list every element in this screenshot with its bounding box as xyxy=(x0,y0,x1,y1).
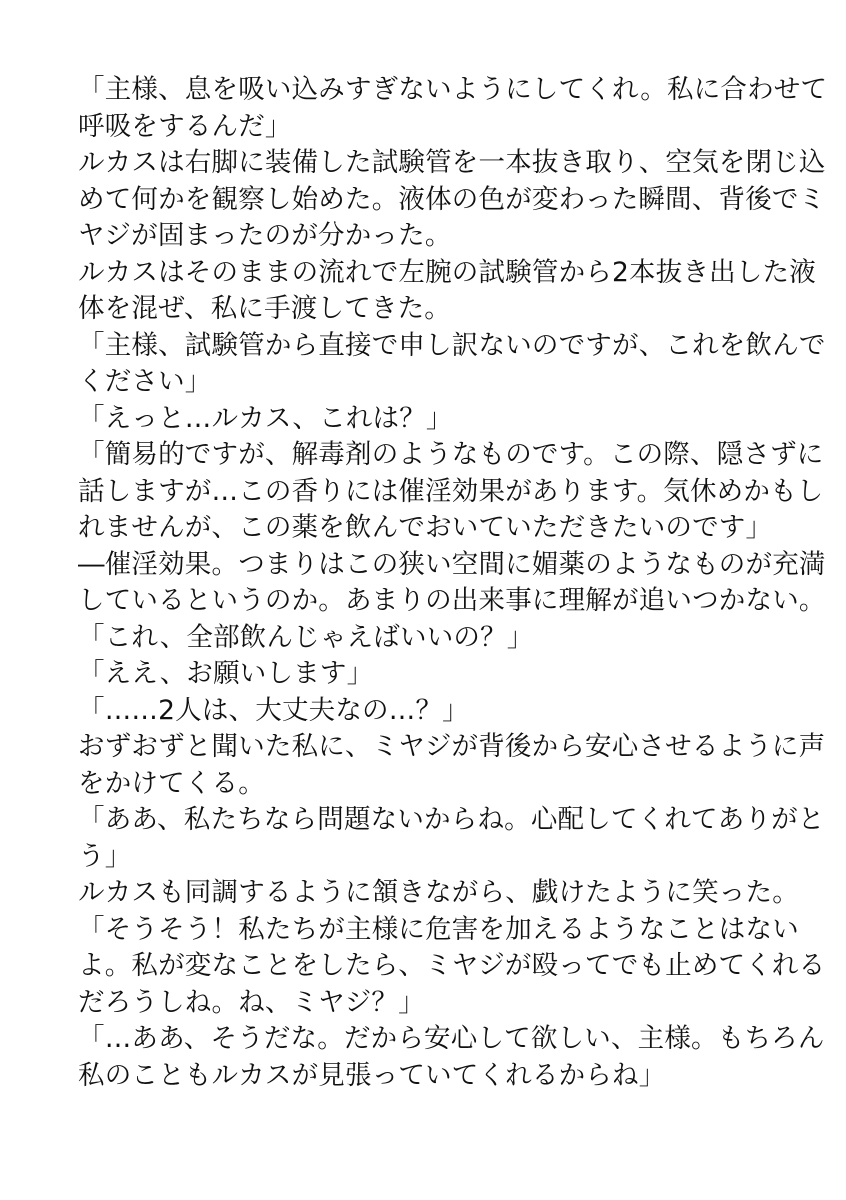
text-line: 「えっと…ルカス、これは？」 xyxy=(78,402,453,434)
text-line: しているというのか。あまりの出来事に理解が追いつかない。 xyxy=(78,585,826,616)
text-line: 「これ、全部飲んじゃえばいいの？」 xyxy=(78,621,534,653)
text-line: 体を混ぜ、私に手渡してきた。 xyxy=(78,293,452,324)
text-line: れませんが、この薬を飲んでおいていただきたいのです」 xyxy=(78,512,773,543)
text-line: ルカスはそのままの流れで左腕の試験管から2本抜き出した液 xyxy=(78,256,816,288)
text-line: 「主様、息を吸い込みすぎないようにしてくれ。私に合わせて xyxy=(78,74,828,105)
text-line: 話しますが…この香りには催淫効果があります。気休めかもし xyxy=(78,475,824,507)
text-line: めて何かを観察し始めた。液体の色が変わった瞬間、背後でミ xyxy=(78,183,826,215)
text-line: 「ああ、私たちなら問題ないからね。心配してくれてありがと xyxy=(78,804,825,835)
text-line: ―催淫効果。つまりはこの狭い空間に媚薬のようなものが充満 xyxy=(78,548,826,580)
text-line: ください」 xyxy=(78,366,212,397)
text-line: 「主様、試験管から直接で申し訳ないのですが、これを飲んで xyxy=(78,329,826,361)
text-line: おずおずと聞いた私に、ミヤジが背後から安心させるように声 xyxy=(78,731,826,762)
body-text xyxy=(78,72,828,1094)
text-line: ヤジが固まったのが分かった。 xyxy=(78,220,452,251)
text-line: ルカスは右脚に装備した試験管を一本抜き取り、空気を閉じ込 xyxy=(78,147,826,178)
text-line: だろうしね。ね、ミヤジ？」 xyxy=(78,986,425,1018)
text-line: よ。私が変なことをしたら、ミヤジが殴ってでも止めてくれる xyxy=(78,950,826,981)
text-line: 「簡易的ですが、解毒剤のようなものです。この際、隠さずに xyxy=(78,439,824,470)
text-line: ルカスも同調するように頷きながら、戯けたように笑った。 xyxy=(78,877,799,908)
text-line: 「…ああ、そうだな。だから安心して欲しい、主様。もちろん xyxy=(78,1023,825,1054)
text-line: 私のこともルカスが見張っていてくれるからね」 xyxy=(78,1059,666,1091)
text-line: 「そうそう！私たちが主様に危害を加えるようなことはない xyxy=(78,913,799,945)
text-line: 「……2人は、大丈夫なの…？」 xyxy=(78,694,469,726)
text-line: をかけてくる。 xyxy=(78,767,265,799)
text-line: 呼吸をするんだ」 xyxy=(78,110,292,142)
text-line: う」 xyxy=(78,840,132,872)
text-line: 「ええ、お願いします」 xyxy=(78,658,374,689)
